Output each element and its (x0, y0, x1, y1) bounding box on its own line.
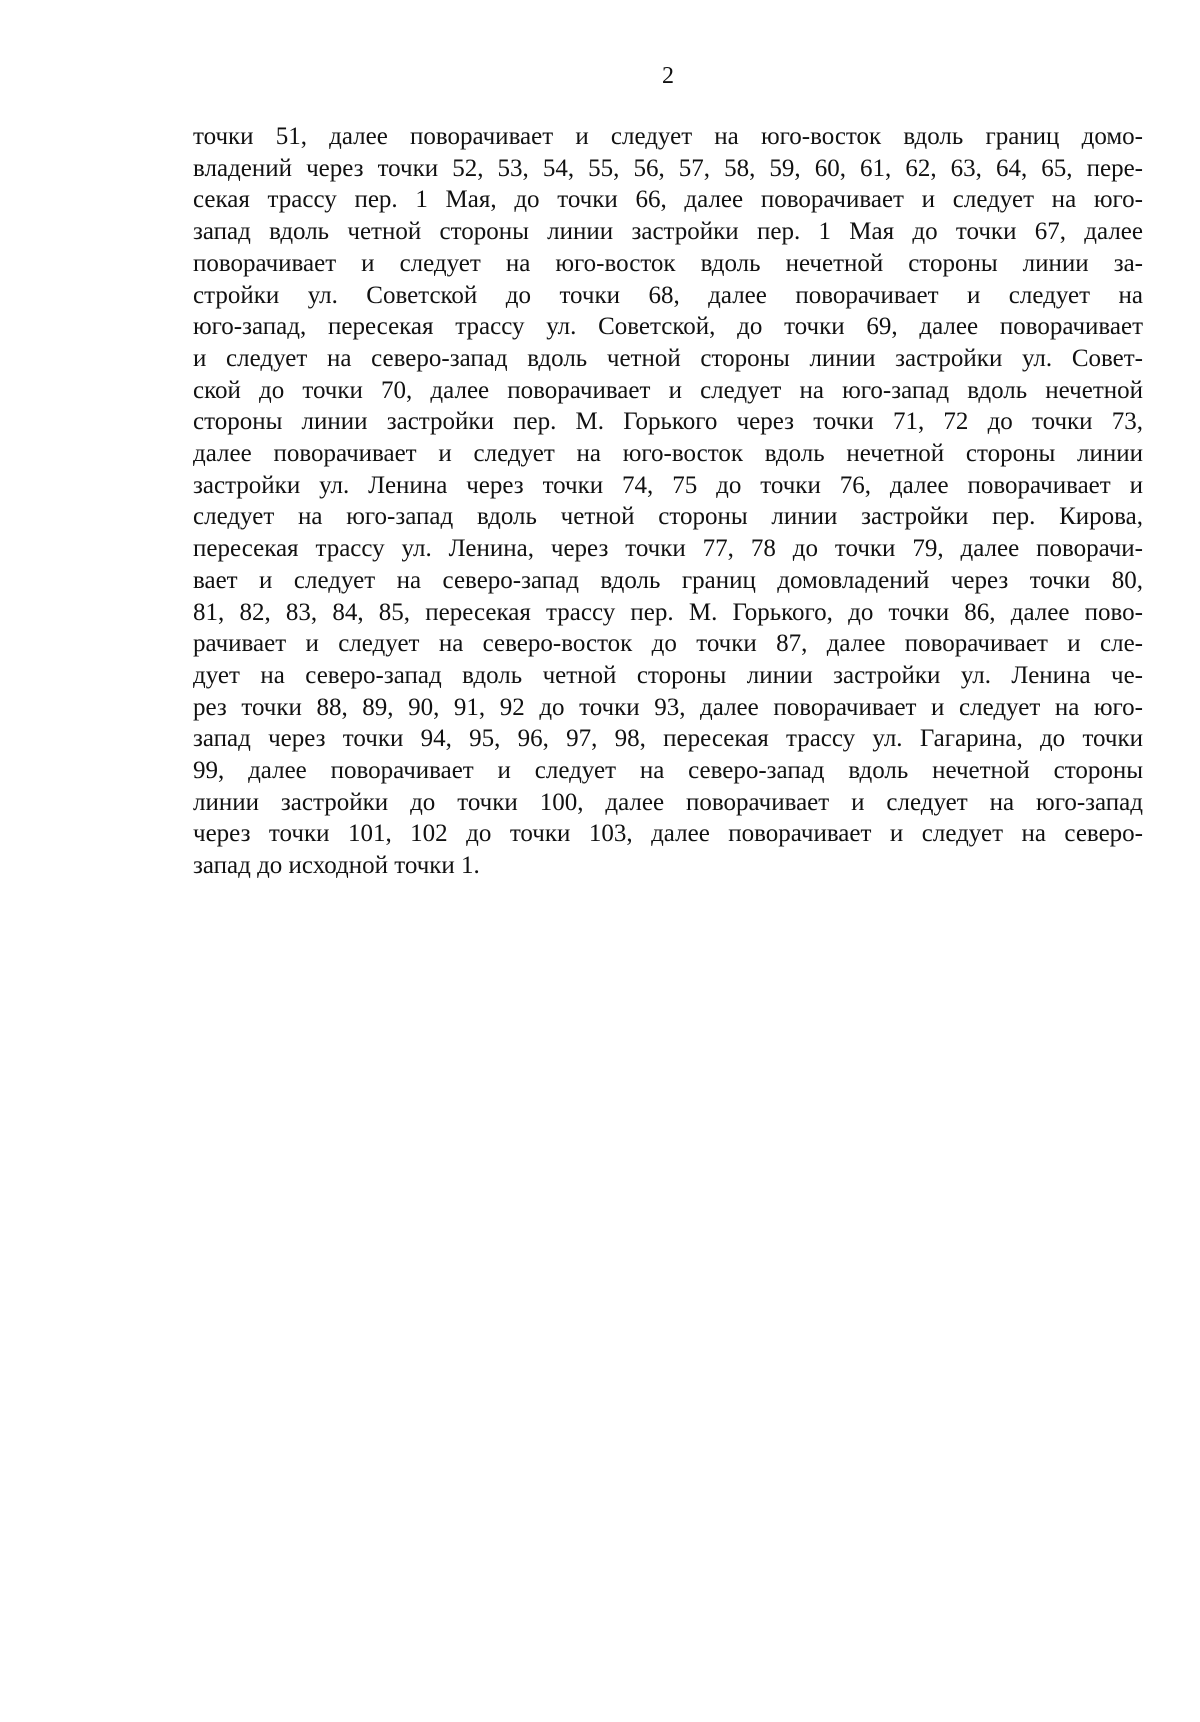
text-line: стороны линии застройки пер. М. Горького через точки 71, 72 до точки 73, (193, 408, 1143, 436)
text-line: вает и следует на северо-запад вдоль границ домовладений через точки 80, (193, 566, 1143, 594)
text-line: пересекая трассу ул. Ленина, через точки 77, 78 до точки 79, далее поворачи- (193, 535, 1143, 563)
text-line: ской до точки 70, далее поворачивает и следует на юго-запад вдоль нечетной (193, 376, 1143, 404)
text-line: стройки ул. Советской до точки 68, далее поворачивает и следует на (193, 281, 1143, 309)
text-line: владений через точки 52, 53, 54, 55, 56, 57, 58, 59, 60, 61, 62, 63, 64, 65, пере- (193, 154, 1143, 182)
text-line: секая трассу пер. 1 Мая, до точки 66, далее поворачивает и следует на юго- (193, 186, 1143, 214)
text-line: юго-запад, пересекая трассу ул. Советской, до точки 69, далее поворачивает (193, 313, 1143, 341)
page-number: 2 (662, 63, 674, 89)
text-line: и следует на северо-запад вдоль четной стороны линии застройки ул. Совет- (193, 344, 1143, 372)
text-line: через точки 101, 102 до точки 103, далее поворачивает и следует на северо- (193, 820, 1143, 848)
text-line: застройки ул. Ленина через точки 74, 75 до точки 76, далее поворачивает и (193, 471, 1143, 499)
text-line: рез точки 88, 89, 90, 91, 92 до точки 93, далее поворачивает и следует на юго- (193, 693, 1143, 721)
text-line: далее поворачивает и следует на юго-восток вдоль нечетной стороны линии (193, 440, 1143, 468)
text-line: 81, 82, 83, 84, 85, пересекая трассу пер. М. Горького, до точки 86, далее пово- (193, 598, 1143, 626)
text-line: поворачивает и следует на юго-восток вдоль нечетной стороны линии за- (193, 249, 1143, 277)
text-line: линии застройки до точки 100, далее поворачивает и следует на юго-запад (193, 788, 1143, 816)
text-line: запад до исходной точки 1. (193, 852, 480, 880)
text-line: запад вдоль четной стороны линии застройки пер. 1 Мая до точки 67, далее (193, 218, 1143, 246)
text-line: 99, далее поворачивает и следует на северо-запад вдоль нечетной стороны (193, 757, 1143, 785)
text-line: запад через точки 94, 95, 96, 97, 98, пересекая трассу ул. Гагарина, до точки (193, 725, 1143, 753)
text-line: точки 51, далее поворачивает и следует на юго-восток вдоль границ домо- (193, 123, 1143, 150)
body-paragraph (193, 121, 1143, 882)
text-line: рачивает и следует на северо-восток до точки 87, далее поворачивает и сле- (193, 630, 1143, 658)
text-line: следует на юго-запад вдоль четной стороны линии застройки пер. Кирова, (193, 503, 1143, 531)
text-line: дует на северо-запад вдоль четной стороны линии застройки ул. Ленина че- (193, 661, 1143, 689)
